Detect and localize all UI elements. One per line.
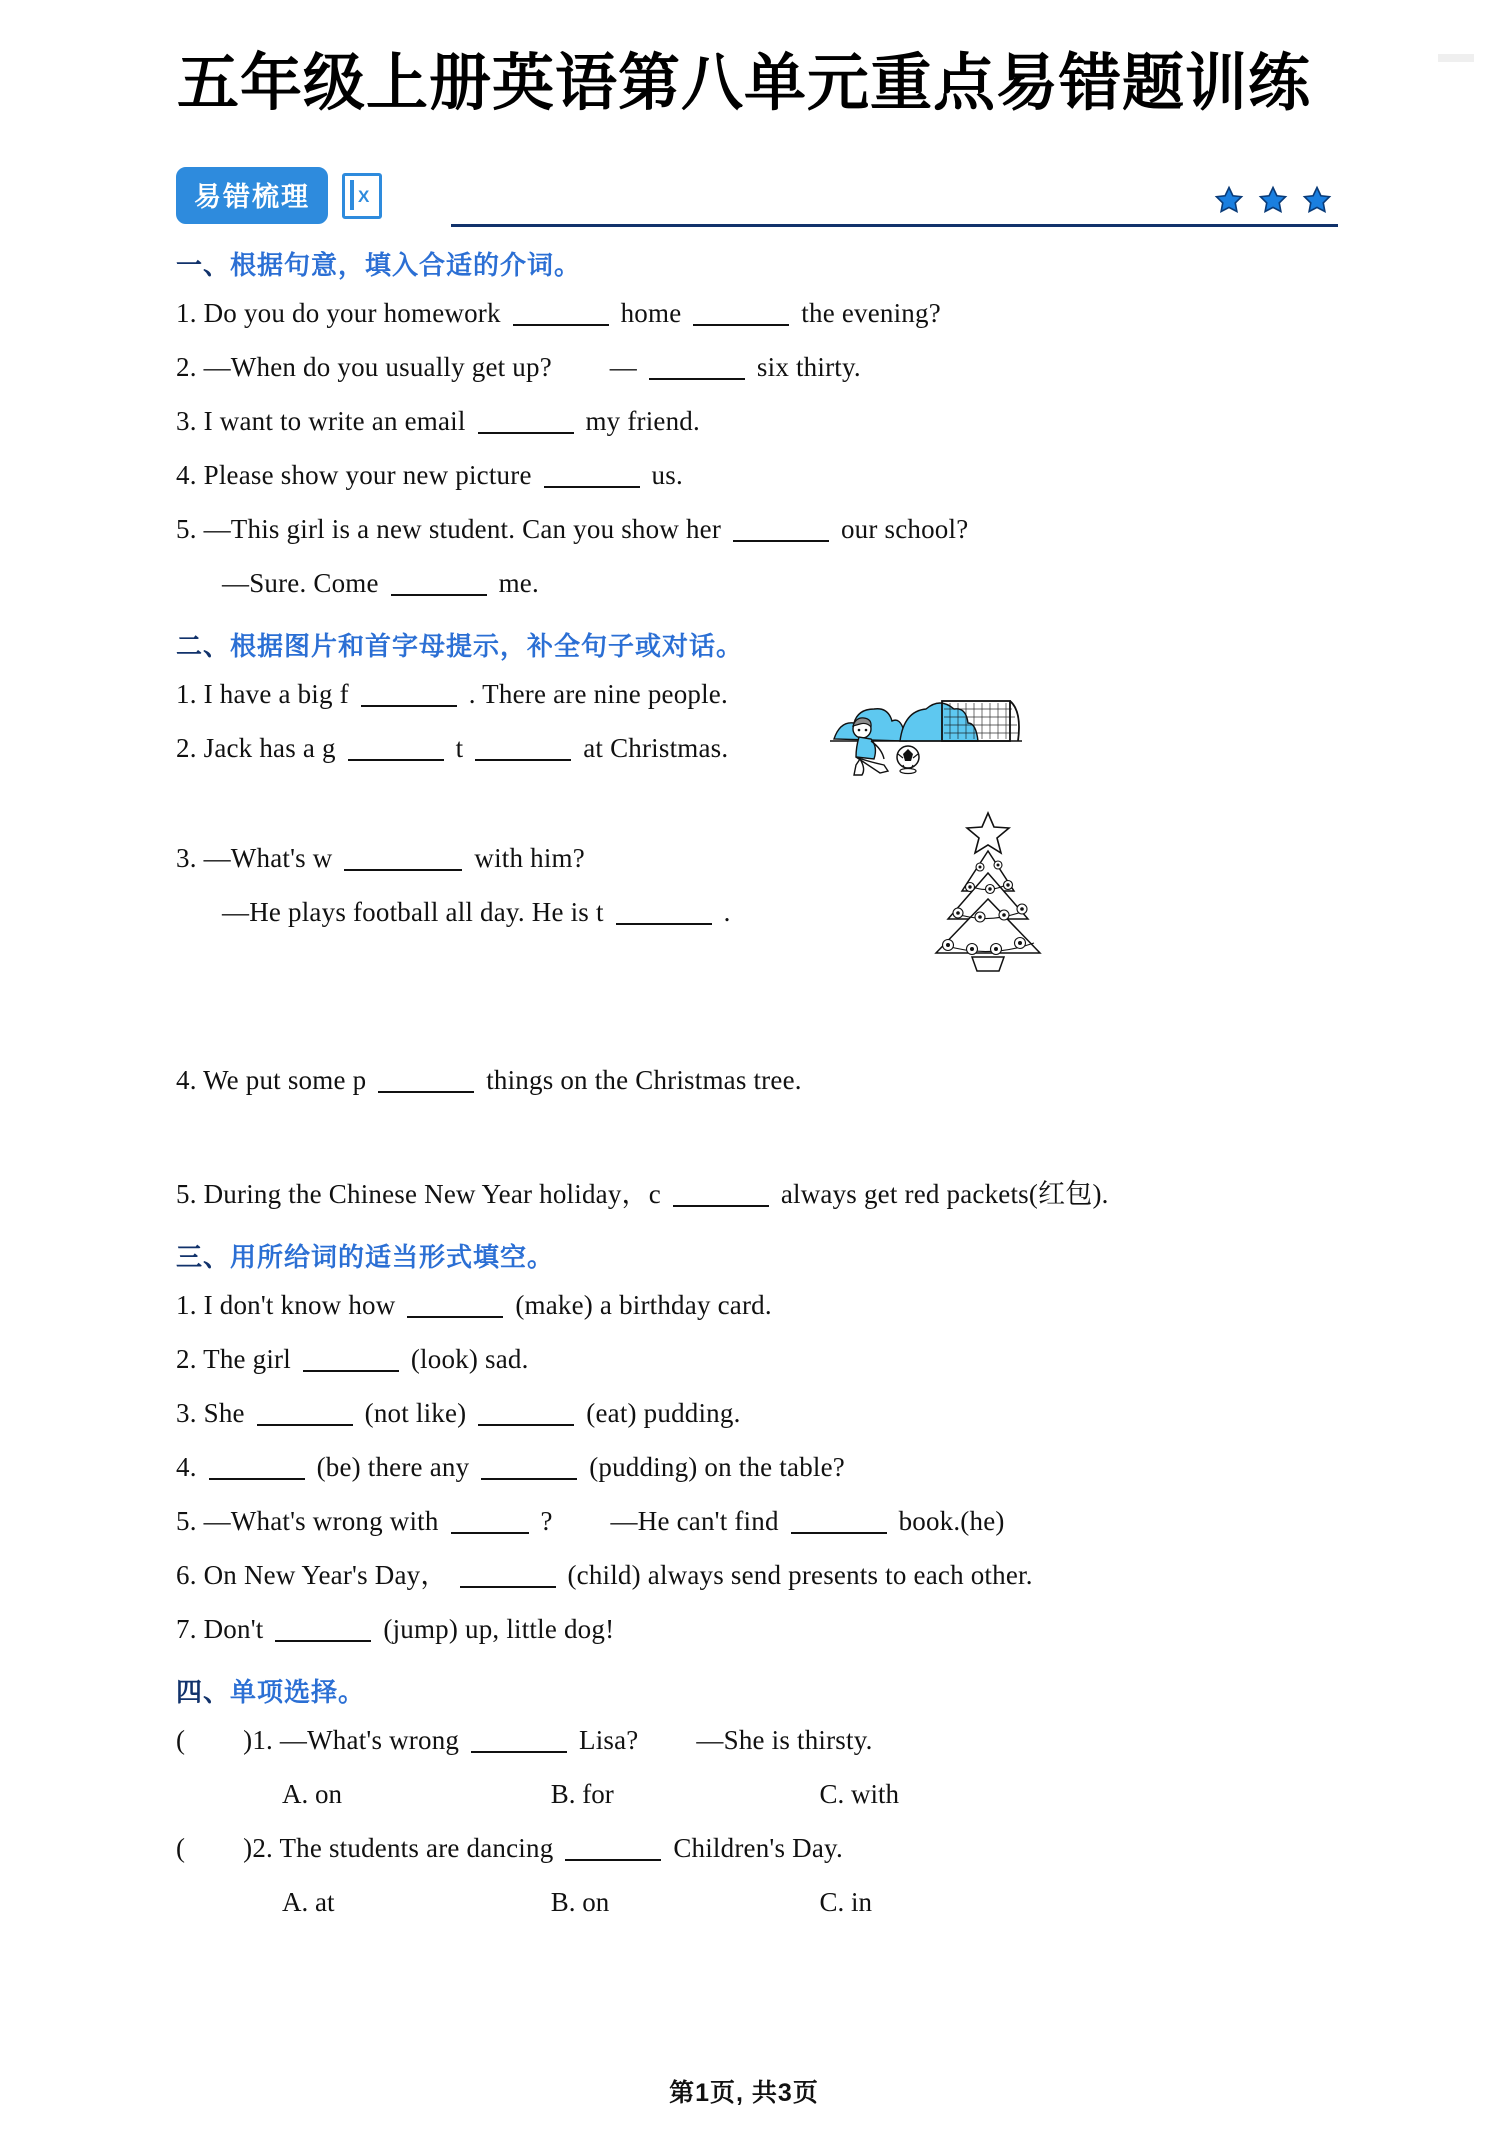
q-text: On New Year's Day， [203,1560,448,1591]
answer-blank[interactable] [460,1564,556,1588]
q-text: Do you do your homework [203,298,501,329]
answer-blank[interactable] [209,1456,305,1480]
section-title-3: 用所给词的适当形式填空。 [230,1242,555,1273]
star-icon [1214,185,1244,215]
q-text: —This girl is a new student. Can you show her [203,514,722,545]
q-text: I want to write an email [203,406,466,437]
question-1-1 [176,286,1338,340]
question-2-2 [176,721,1338,775]
q-number: 3. [176,1398,197,1429]
answer-blank[interactable] [344,847,462,871]
section-badge-bar [176,167,1338,229]
q-number: 6. [176,1560,197,1591]
section-number-4: 四、 [176,1677,231,1708]
question-3-3 [176,1386,1338,1440]
q-text: home [620,298,682,329]
spacer-row [176,1107,1338,1167]
answer-blank[interactable] [733,518,829,542]
answer-blank[interactable] [478,1402,574,1426]
q-text: —What's w [203,843,333,874]
q-text: book.(he) [898,1506,1005,1537]
q-text: (make) a birthday card. [515,1290,772,1321]
question-2-3 [176,831,1338,885]
answer-blank[interactable] [471,1729,567,1753]
easy-mistake-badge [176,167,328,224]
choice-option-a[interactable]: A. on [282,1779,342,1810]
page-corner-mark [1438,54,1474,62]
q-text: six thirty. [756,352,861,383]
q-text: always get red packets(红包). [780,1179,1109,1210]
q-text: Lisa? [579,1725,639,1756]
q-number: 1. [252,1725,273,1756]
q-number: 7. [176,1614,197,1645]
answer-bracket[interactable]: ( [176,1833,186,1864]
q-text: (not like) [364,1398,467,1429]
answer-blank[interactable] [407,1294,503,1318]
worksheet-page [0,48,1488,2153]
question-2-1 [176,667,1338,721]
q-text: —What's wrong with [203,1506,439,1537]
star-icon [1302,185,1332,215]
q-number: 5. [176,1506,197,1537]
answer-blank[interactable] [649,356,745,380]
page-title: 五年级上册英语第八单元重点易错题训练 [176,49,1311,118]
section-heading-3 [176,1237,1338,1274]
answer-blank[interactable] [544,464,640,488]
section-2-body [176,667,1338,1221]
q-number: 3. [176,843,197,874]
notebook-icon [342,173,382,219]
q-number: 1. [176,1290,197,1321]
answer-blank[interactable] [378,1069,474,1093]
q-text: our school? [840,514,969,545]
spacer-row [176,939,1338,1053]
question-1-4 [176,448,1338,502]
answer-bracket-close: ) [243,1833,253,1864]
q-text: Don't [203,1614,264,1645]
q-number: 2. [176,1344,197,1375]
q-number: 3. [176,406,197,437]
badge-label: 易错梳理 [194,182,310,213]
answer-blank[interactable] [303,1348,399,1372]
question-3-5 [176,1494,1338,1548]
q-text: —When do you usually get up? [203,352,552,383]
answer-blank[interactable] [451,1510,529,1534]
q-text: We put some p [203,1065,367,1096]
q-text: (eat) pudding. [586,1398,741,1429]
q-text: During the Chinese New Year holiday，c [203,1179,661,1210]
q-number: 2. [176,733,197,764]
q-text: Please show your new picture [203,460,532,491]
q-text: (jump) up, little dog! [383,1614,615,1645]
q-text: Jack has a g [203,733,336,764]
q-text: The girl [203,1344,291,1375]
answer-blank[interactable] [475,737,571,761]
answer-blank[interactable] [616,901,712,925]
page-footer: 第1页, 共3页 [669,2079,819,2107]
section-heading-1 [176,245,1338,282]
question-3-4 [176,1440,1338,1494]
q-text: She [203,1398,245,1429]
question-1-2 [176,340,1338,394]
worksheet-content [176,245,1338,1929]
answer-blank[interactable] [478,410,574,434]
answer-blank[interactable] [791,1510,887,1534]
answer-blank[interactable] [275,1618,371,1642]
choice-option-b[interactable]: B. for [550,1779,614,1810]
q-text: Children's Day. [673,1833,843,1864]
q-text: (be) there any [316,1452,470,1483]
q-number: 2. [252,1833,273,1864]
choices-4-1 [176,1767,1338,1821]
section-title-2: 根据图片和首字母提示，补全句子或对话。 [230,631,744,662]
answer-blank[interactable] [391,572,487,596]
q-number: 2. [176,352,197,383]
q-number: 5. [176,514,197,545]
section-title-4: 单项选择。 [230,1677,366,1708]
q-text: —What's wrong [279,1725,460,1756]
q-number: 4. [176,460,197,491]
q-number: 5. [176,1179,197,1210]
answer-blank[interactable] [481,1456,577,1480]
q-text: I don't know how [203,1290,396,1321]
section-number-3: 三、 [176,1242,231,1273]
answer-blank[interactable] [361,683,457,707]
q-number: 4. [176,1452,197,1483]
boy-with-football-illustration [826,679,1026,779]
answer-blank[interactable] [257,1402,353,1426]
question-3-2 [176,1332,1338,1386]
question-3-7 [176,1602,1338,1656]
q-text: ? [540,1506,553,1537]
choice-option-c[interactable]: C. in [819,1887,873,1918]
answer-bracket-close: ) [243,1725,253,1756]
question-1-5-reply [176,556,1338,610]
answer-blank[interactable] [673,1183,769,1207]
question-3-6 [176,1548,1338,1602]
answer-blank[interactable] [348,737,444,761]
q-text: us. [651,460,683,491]
section-number-2: 二、 [176,631,231,662]
choices-4-2 [176,1875,1338,1929]
star-icon [1258,185,1288,215]
q-number: 1. [176,298,197,329]
answer-blank[interactable] [693,302,789,326]
q-text: —She is thirsty. [696,1725,873,1756]
question-2-4 [176,1053,1338,1107]
question-4-2 [176,1821,1338,1875]
answer-blank[interactable] [513,302,609,326]
choice-option-a[interactable]: A. at [282,1887,335,1918]
answer-bracket[interactable]: ( [176,1725,186,1756]
choice-option-b[interactable]: B. on [550,1887,610,1918]
question-1-3 [176,394,1338,448]
q-text: —Sure. Come [222,568,379,599]
section-heading-4 [176,1672,1338,1709]
q-text: the evening? [801,298,941,329]
difficulty-stars [1214,185,1332,215]
question-4-1 [176,1713,1338,1767]
q-number: 1. [176,679,197,710]
q-text: . [723,897,731,928]
christmas-tree-illustration [918,807,1058,977]
q-text: my friend. [585,406,700,437]
q-text: with him? [474,843,585,874]
question-2-5 [176,1167,1338,1221]
q-text: —He can't find [610,1506,779,1537]
choice-option-c[interactable]: C. with [819,1779,900,1810]
section-number-1: 一、 [176,250,231,281]
q-text: t [455,733,464,764]
question-2-3-reply [176,885,1338,939]
badge-rule-line [451,224,1338,227]
section-title-1: 根据句意，填入合适的介词。 [230,250,582,281]
q-text: —He plays football all day. He is t [222,897,604,928]
question-3-1 [176,1278,1338,1332]
q-text: (child) always send presents to each other. [567,1560,1033,1591]
q-text: things on the Christmas tree. [486,1065,802,1096]
question-1-5 [176,502,1338,556]
q-text: — [609,352,637,383]
spacer-row [176,775,1338,831]
q-number: 4. [176,1065,197,1096]
q-text: (look) sad. [410,1344,529,1375]
q-text: me. [498,568,539,599]
q-text: (pudding) on the table? [589,1452,845,1483]
q-text: I have a big f [203,679,349,710]
q-text: at Christmas. [583,733,729,764]
q-text: . There are nine people. [468,679,728,710]
section-heading-2 [176,626,1338,663]
answer-blank[interactable] [565,1837,661,1861]
q-text: The students are dancing [279,1833,554,1864]
